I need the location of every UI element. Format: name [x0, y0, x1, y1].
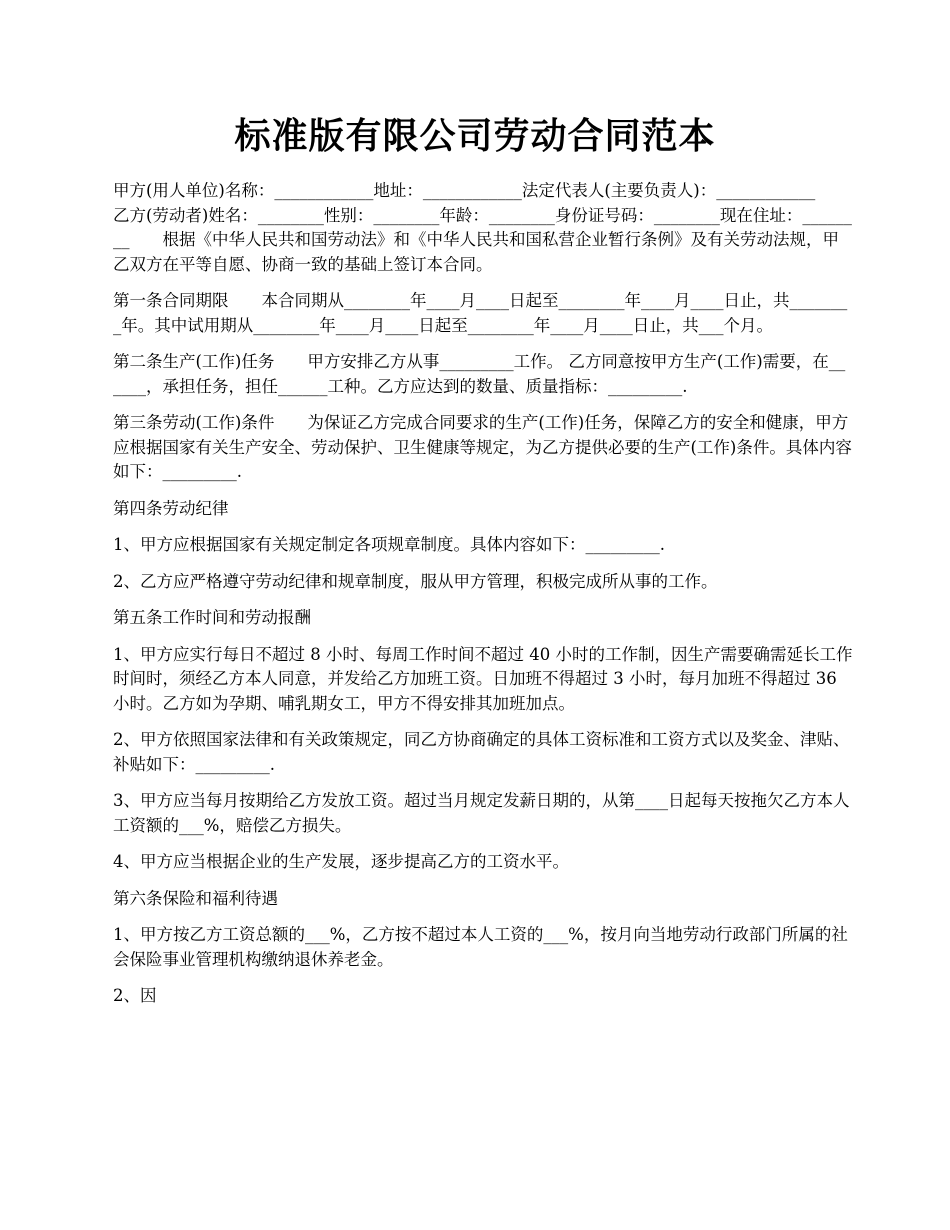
- article-6-heading: 第六条保险和福利待遇: [113, 888, 278, 908]
- article-3-work-conditions: 第三条劳动(工作)条件 为保证乙方完成合同要求的生产(工作)任务，保障乙方的安全和健康，甲方应根据国家有关生产安全、劳动保护、卫生健康等规定，为乙方提供必要的生产(工作)条件。具体内容如下：_________.: [113, 413, 852, 481]
- parties-paragraph: 甲方(用人单位)名称：____________地址：____________法定代表人(主要负责人)：____________ 乙方(劳动者)姓名：________性别：________年龄：________身份证号码：________现在住址：________ 根据《中华人民共和国劳动法》和《中华人民共和国私营企业暂行条例》及有关劳动法规，甲乙双方在平等自愿、协商一致的基础上签订本合同。: [113, 181, 852, 274]
- article-6-item-1: 1、甲方按乙方工资总额的___%，乙方按不超过本人工资的___%，按月向当地劳动行政部门所属的社会保险事业管理机构缴纳退休养老金。: [113, 925, 848, 969]
- article-4-heading: 第四条劳动纪律: [113, 498, 229, 518]
- article-5-item-4: 4、甲方应当根据企业的生产发展，逐步提高乙方的工资水平。: [113, 852, 569, 871]
- article-5-item-1: 1、甲方应实行每日不超过 8 小时、每周工作时间不超过 40 小时的工作制，因生产需要确需延长工作时间时，须经乙方本人同意，并发给乙方加班工资。日加班不得超过 3 小时，每月加班不得超过 36 小时。乙方如为孕期、哺乳期女工，甲方不得安排其加班加点。: [113, 644, 853, 713]
- article-5-item-2: 2、甲方依照国家法律和有关政策规定，同乙方协商确定的具体工资标准和工资方式以及奖金、津贴、补贴如下：_________.: [113, 730, 850, 774]
- document-title: 标准版有限公司劳动合同范本: [234, 115, 716, 157]
- document-body: [113, 179, 853, 1021]
- article-1-contract-term: 第一条合同期限 本合同期从________年____月____日起至________年____月____日止，共________年。其中试用期从________年____月____日起至________年____月____日止，共___个月。: [113, 291, 848, 335]
- article-5-heading: 第五条工作时间和劳动报酬: [113, 608, 311, 627]
- article-6-item-2: 2、因: [113, 986, 157, 1005]
- article-2-work-task: 第二条生产(工作)任务 甲方安排乙方从事_________工作。 乙方同意按甲方生产(工作)需要，在______，承担任务，担任______工种。乙方应达到的数量、质量指标：_________.: [113, 352, 846, 396]
- article-4-item-2: 2、乙方应严格遵守劳动纪律和规章制度，服从甲方管理，积极完成所从事的工作。: [113, 571, 718, 591]
- article-5-item-3: 3、甲方应当每月按期给乙方发放工资。超过当月规定发薪日期的，从第____日起每天按拖欠乙方本人工资额的___%，赔偿乙方损失。: [113, 791, 850, 835]
- article-4-item-1: 1、甲方应根据国家有关规定制定各项规章制度。具体内容如下：_________.: [113, 535, 665, 554]
